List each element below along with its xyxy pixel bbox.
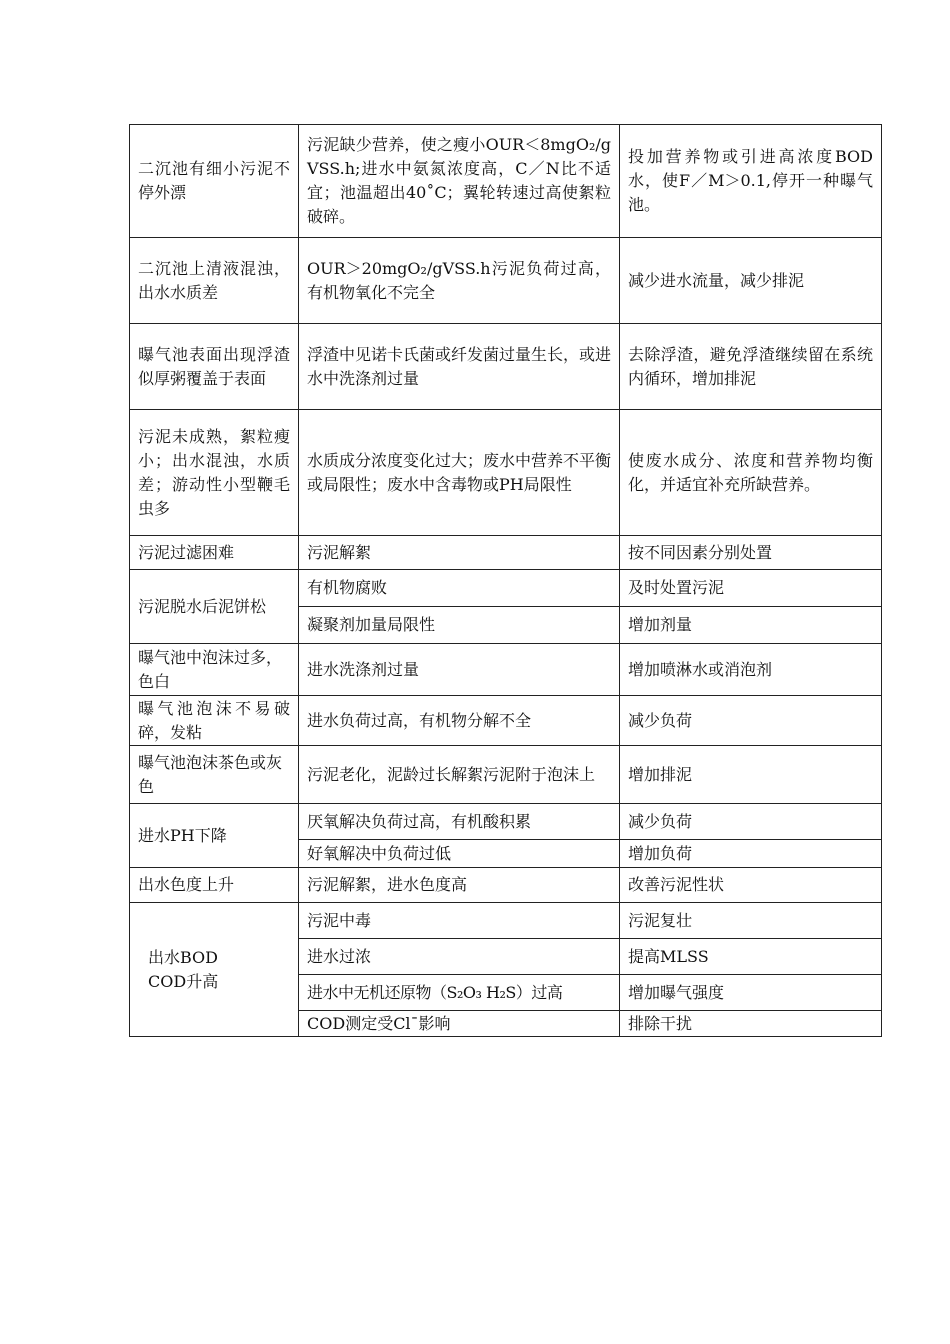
remedy-cell: 投加营养物或引进高浓度BOD水，使F／M＞0.1,停开一种曝气池。 bbox=[620, 125, 882, 238]
cause-cell: 污泥解絮 bbox=[299, 536, 620, 570]
symptom-cell: 出水色度上升 bbox=[130, 868, 299, 903]
remedy-cell: 污泥复壮 bbox=[620, 903, 882, 939]
table-row bbox=[130, 536, 882, 570]
cause-cell: 厌氧解决负荷过高，有机酸积累 bbox=[299, 804, 620, 840]
cause-cell: 有机物腐败 bbox=[299, 570, 620, 607]
symptom-cell: 污泥未成熟，絮粒瘦小；出水混浊，水质差；游动性小型鞭毛虫多 bbox=[130, 410, 299, 536]
remedy-cell: 增加排泥 bbox=[620, 746, 882, 804]
remedy-cell: 减少进水流量，减少排泥 bbox=[620, 238, 882, 324]
symptom-cell: 二沉池上清液混浊，出水水质差 bbox=[130, 238, 299, 324]
remedy-cell: 按不同因素分别处置 bbox=[620, 536, 882, 570]
table-row bbox=[130, 238, 882, 324]
table-row bbox=[130, 570, 882, 607]
cause-cell: 污泥老化，泥龄过长解絮污泥附于泡沫上 bbox=[299, 746, 620, 804]
remedy-cell: 排除干扰 bbox=[620, 1011, 882, 1037]
cause-cell: 水质成分浓度变化过大；废水中营养不平衡或局限性；废水中含毒物或PH局限性 bbox=[299, 410, 620, 536]
symptom-cell: 曝气池泡沫茶色或灰色 bbox=[130, 746, 299, 804]
cause-cell: 浮渣中见诺卡氏菌或纤发菌过量生长，或进水中洗涤剂过量 bbox=[299, 324, 620, 410]
symptom-cell: 进水PH下降 bbox=[130, 804, 299, 868]
cause-cell: 污泥缺少营养，使之瘦小OUR＜8mgO₂/gVSS.h;进水中氨氮浓度高，C／N比不适宜；池温超出40˚C；翼轮转速过高使絮粒破碎。 bbox=[299, 125, 620, 238]
table-row bbox=[130, 125, 882, 238]
remedy-cell: 增加剂量 bbox=[620, 607, 882, 644]
remedy-cell: 减少负荷 bbox=[620, 696, 882, 746]
cause-cell: 进水过浓 bbox=[299, 939, 620, 975]
symptom-text: 出水BOD COD升高 bbox=[148, 947, 219, 991]
remedy-cell: 去除浮渣，避免浮渣继续留在系统内循环，增加排泥 bbox=[620, 324, 882, 410]
symptom-cell: 污泥脱水后泥饼松 bbox=[130, 570, 299, 644]
cause-cell: OUR＞20mgO₂/gVSS.h污泥负荷过高，有机物氧化不完全 bbox=[299, 238, 620, 324]
cause-cell: 凝聚剂加量局限性 bbox=[299, 607, 620, 644]
cause-cell: 进水负荷过高，有机物分解不全 bbox=[299, 696, 620, 746]
remedy-cell: 及时处置污泥 bbox=[620, 570, 882, 607]
remedy-cell: 使废水成分、浓度和营养物均衡化，并适宜补充所缺营养。 bbox=[620, 410, 882, 536]
table-row bbox=[130, 746, 882, 804]
remedy-cell: 改善污泥性状 bbox=[620, 868, 882, 903]
symptom-cell: 曝气池泡沫不易破碎，发粘 bbox=[130, 696, 299, 746]
symptom-cell: 污泥过滤困难 bbox=[130, 536, 299, 570]
cause-cell: 污泥解絮，进水色度高 bbox=[299, 868, 620, 903]
cause-cell: 好氧解决中负荷过低 bbox=[299, 840, 620, 868]
table-row bbox=[130, 324, 882, 410]
cause-cell: 进水洗涤剂过量 bbox=[299, 644, 620, 696]
cause-cell: 污泥中毒 bbox=[299, 903, 620, 939]
cause-cell: COD测定受Cl¯影响 bbox=[299, 1011, 620, 1037]
table-row bbox=[130, 903, 882, 939]
remedy-cell: 增加喷淋水或消泡剂 bbox=[620, 644, 882, 696]
symptom-cell: 曝气池中泡沫过多，色白 bbox=[130, 644, 299, 696]
symptom-cell: 二沉池有细小污泥不停外漂 bbox=[130, 125, 299, 238]
symptom-cell: 曝气池表面出现浮渣似厚粥覆盖于表面 bbox=[130, 324, 299, 410]
table-row bbox=[130, 868, 882, 903]
remedy-cell: 提高MLSS bbox=[620, 939, 882, 975]
remedy-cell: 减少负荷 bbox=[620, 804, 882, 840]
remedy-cell: 增加曝气强度 bbox=[620, 975, 882, 1011]
table-row bbox=[130, 410, 882, 536]
remedy-cell: 增加负荷 bbox=[620, 840, 882, 868]
cause-cell: 进水中无机还原物（S₂O₃ H₂S）过高 bbox=[299, 975, 620, 1011]
table-row bbox=[130, 696, 882, 746]
troubleshooting-table bbox=[129, 124, 882, 1037]
symptom-cell bbox=[130, 903, 299, 1037]
table-row bbox=[130, 804, 882, 840]
table-row bbox=[130, 644, 882, 696]
